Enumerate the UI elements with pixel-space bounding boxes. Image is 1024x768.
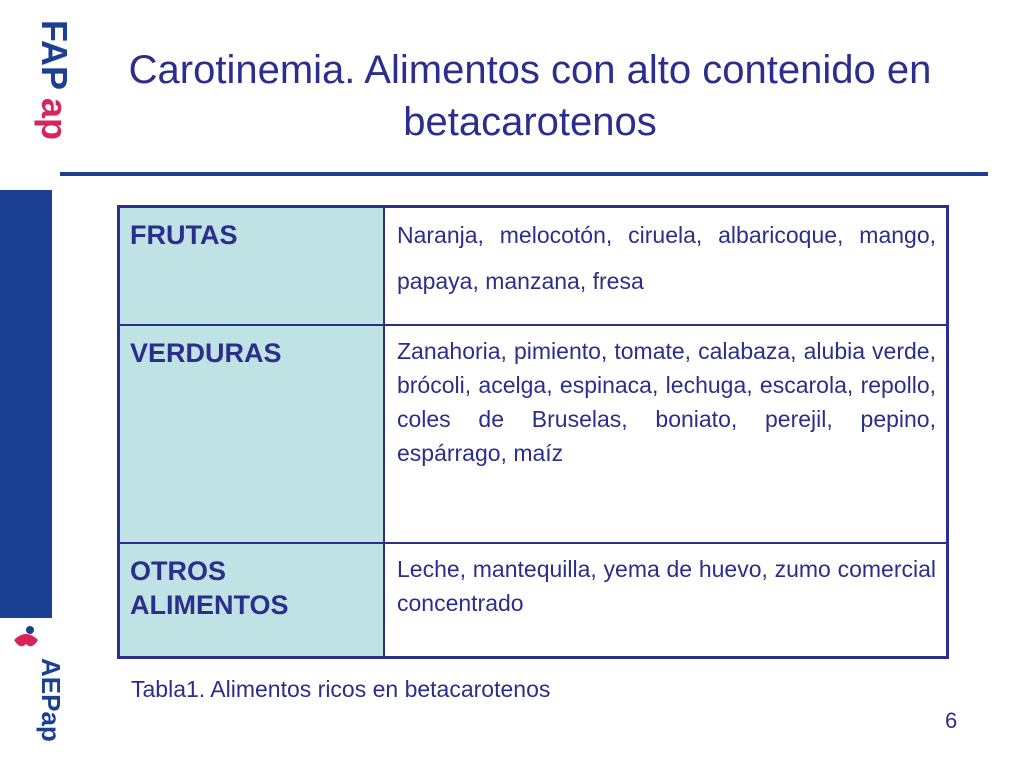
side-accent-bar <box>0 190 52 618</box>
food-table <box>117 205 949 659</box>
items-cell: Leche, mantequilla, yema de huevo, zumo comercial concentrado <box>384 543 948 658</box>
table-row <box>119 543 948 658</box>
aepap-logo <box>0 622 66 768</box>
fapap-logo-upper: FAP <box>34 20 75 91</box>
category-cell: VERDURAS <box>119 325 384 543</box>
category-cell: FRUTAS <box>119 207 384 325</box>
table-row <box>119 325 948 543</box>
table-row <box>119 207 948 325</box>
table-caption: Tabla1. Alimentos ricos en betacarotenos <box>131 676 551 702</box>
items-cell: Naranja, melocotón, ciruela, albaricoque, mango, papaya, manzana, fresa <box>384 207 948 325</box>
items-cell: Zanahoria, pimiento, tomate, calabaza, alubia verde, brócoli, acelga, espinaca, lechuga, escarola, repollo, coles de Bruselas, boniato, perejil, pepino, espárrago, maíz <box>384 325 948 543</box>
fapap-logo <box>0 0 75 180</box>
fapap-logo-lower: ap <box>34 98 75 141</box>
aepap-mark-icon <box>14 626 38 646</box>
title-divider <box>60 172 988 176</box>
page-number: 6 <box>945 708 958 733</box>
category-cell: OTROS ALIMENTOS <box>119 543 384 658</box>
slide-title: Carotinemia. Alimentos con alto contenido en betacarotenos <box>128 48 932 144</box>
aepap-logo-text: AEPap <box>36 658 66 742</box>
